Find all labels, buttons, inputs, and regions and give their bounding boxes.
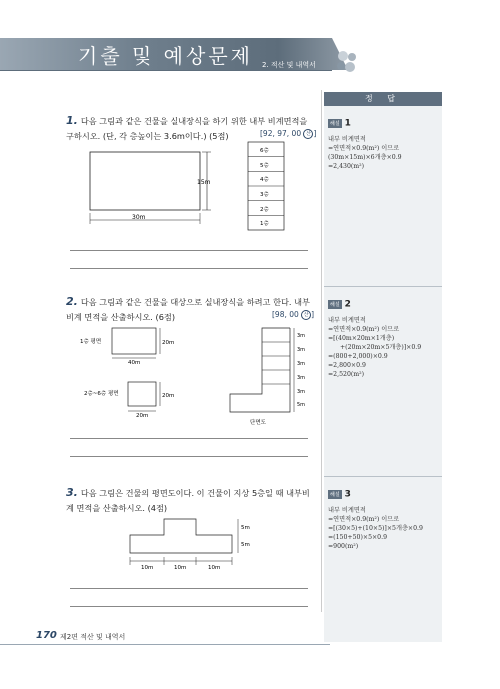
answer-line: (30m×15m)×6개층×0.9 — [328, 154, 402, 161]
figure-3 — [100, 515, 270, 575]
page-number: 170 — [36, 630, 57, 641]
answer-1 — [328, 113, 440, 171]
floor-label: 5층 — [260, 163, 269, 169]
floor-label: 6층 — [260, 148, 269, 154]
answer-separator — [324, 286, 442, 287]
fig1-width-label: 30m — [132, 214, 146, 221]
figure-1 — [70, 140, 300, 240]
fig1-floor-stack — [248, 142, 284, 230]
fig2-section — [230, 328, 305, 426]
answer-number: 2 — [344, 299, 351, 310]
fig3-plan — [130, 519, 232, 553]
fig1-plan — [90, 152, 200, 210]
answer-tag: 해설 — [330, 492, 340, 498]
floor-label: 2층 — [260, 207, 269, 213]
answer-line: =(150+50)×5×0.9 — [328, 534, 388, 541]
fig1-height-label: 15m — [197, 179, 211, 186]
fig2-height: 5m — [297, 402, 306, 408]
figure-2 — [70, 322, 320, 432]
source-badge: 산 — [301, 310, 311, 320]
fig3-height: 5m — [241, 542, 250, 548]
answer-line-rule — [70, 250, 308, 251]
bubbles-icon — [334, 48, 360, 80]
fig2-h2: 20m — [162, 393, 175, 399]
floor-label: 4층 — [260, 177, 269, 183]
answer-line-rule — [70, 456, 308, 457]
answer-line: =2,430(m²) — [328, 163, 365, 170]
page-subtitle: 2. 적산 및 내역서 — [262, 61, 316, 69]
answer-heading: 정 답 — [324, 92, 442, 106]
fig3-dim: 10m — [174, 565, 187, 571]
answer-line-rule — [70, 606, 308, 607]
question-source: [98, 00 산 ] — [272, 310, 315, 319]
question-number: 3. — [66, 486, 78, 499]
fig2-w2: 20m — [136, 413, 149, 419]
floor-label: 1층 — [260, 221, 269, 227]
question-source: [92, 97, 00 산 ] — [260, 129, 317, 138]
answer-number: 1 — [344, 118, 351, 129]
answer-line: =[(30×5)+(10×5)]×5개층×0.9 — [328, 525, 423, 532]
answer-line: =연면적×0.9(m²) 이므로 — [328, 516, 400, 523]
fig2-height: 3m — [297, 347, 306, 353]
answer-line: =[(40m×20m×1개층) — [328, 335, 395, 342]
question-text: 다음 그림과 같은 건물을 실내장식을 하기 위한 내부 비계면적을 구하시오. (단, 각 층높이는 3.6m이다.) (5점) — [66, 116, 308, 141]
page-title: 기출 및 예상문제 — [78, 44, 253, 68]
answer-number: 3 — [344, 489, 351, 500]
answer-line: =2,800×0.9 — [328, 362, 366, 369]
answer-2 — [328, 294, 440, 379]
fig2-height: 3m — [297, 361, 306, 367]
answer-line-rule — [70, 438, 308, 439]
fig3-dim: 10m — [208, 565, 221, 571]
answer-tag: 해설 — [330, 121, 340, 127]
fig2-label-2: 2층~6층 평면 — [84, 391, 119, 397]
fig2-h1: 20m — [162, 340, 175, 346]
footer-text: 제2편 적산 및 내역서 — [60, 633, 126, 641]
question-text: 다음 그림과 같은 건물을 대상으로 실내장식을 하려고 한다. 내부비계 면적을 산출하시오. (6점) — [66, 297, 310, 322]
floor-label: 3층 — [260, 192, 269, 198]
footer-rule — [0, 644, 330, 645]
answer-line: 내부 비계면적 — [328, 507, 366, 514]
fig2-section-label: 단면도 — [250, 420, 266, 426]
answer-separator — [324, 476, 442, 477]
source-text: [92, 97, 00 — [260, 129, 302, 138]
fig2-height: 3m — [297, 389, 306, 395]
column-divider — [321, 90, 322, 612]
fig2-w1: 40m — [128, 360, 141, 366]
fig3-dim: 10m — [141, 565, 154, 571]
answer-tag: 해설 — [330, 302, 340, 308]
source-text: [98, 00 — [272, 310, 299, 319]
answer-line: 내부 비계면적 — [328, 136, 366, 143]
answer-line: +(20m×20m×5개층)]×0.9 — [340, 344, 422, 351]
question-number: 2. — [66, 295, 78, 308]
header-rule — [0, 70, 332, 71]
question-number: 1. — [66, 114, 78, 127]
question-text: 다음 그림은 건물의 평면도이다. 이 건물이 지상 5층일 때 내부비계 면적을 산출하시오. (4점) — [66, 488, 310, 513]
source-badge: 산 — [303, 129, 313, 139]
answer-line: =2,520(m²) — [328, 371, 365, 378]
answer-line: 내부 비계면적 — [328, 317, 366, 324]
fig2-height: 3m — [297, 375, 306, 381]
answer-line: =900(m²) — [328, 543, 359, 550]
fig2-label-1: 1층 평면 — [80, 339, 102, 345]
fig2-height: 3m — [297, 333, 306, 339]
answer-line-rule — [70, 588, 308, 589]
answer-3 — [328, 484, 440, 551]
answer-line: =연면적×0.9(m²) 이므로 — [328, 145, 400, 152]
answer-line: =연면적×0.9(m²) 이므로 — [328, 326, 400, 333]
fig3-height: 5m — [241, 525, 250, 531]
answer-line-rule — [70, 268, 308, 269]
question-3 — [66, 485, 316, 516]
answer-line: =(800+2,000)×0.9 — [328, 353, 388, 360]
